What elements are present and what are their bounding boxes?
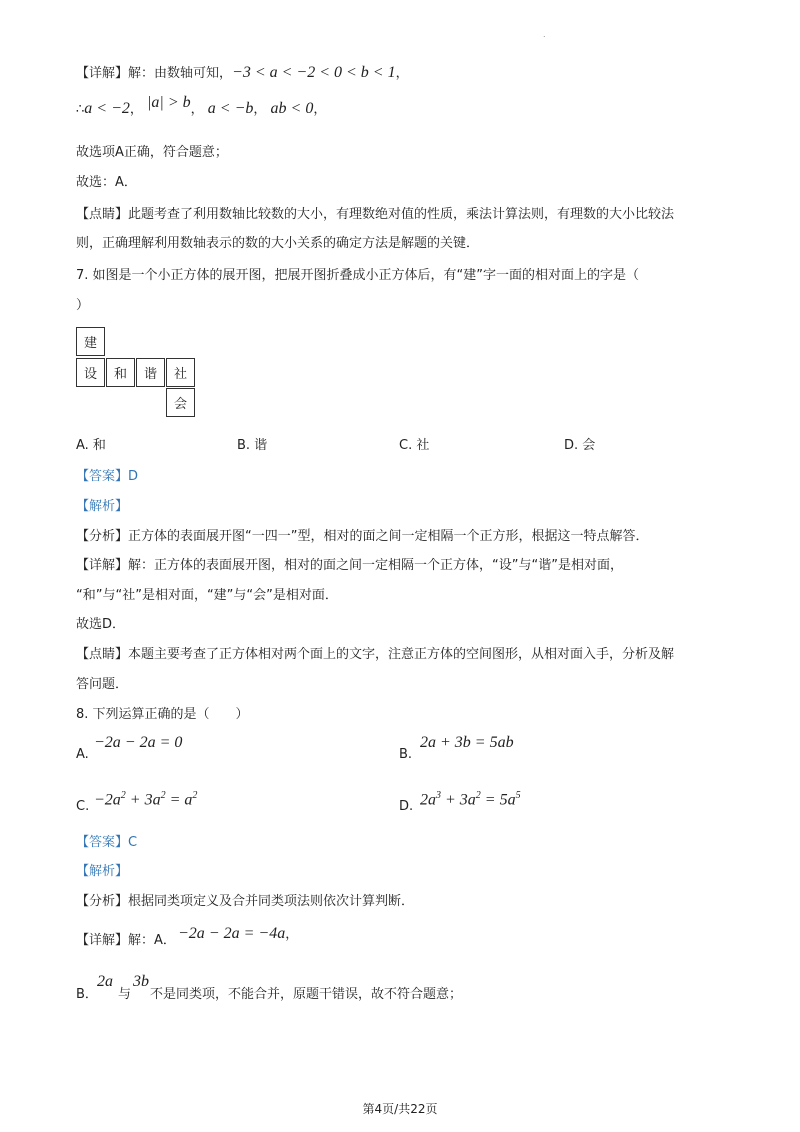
p6-choose: 故选：A． <box>76 175 137 190</box>
net-cell-he: 和 <box>106 358 135 387</box>
q7-answer: 【答案】D <box>76 469 139 484</box>
q8-b-text: 不是同类项，不能合并，原题干错误，故不符合题意； <box>150 987 463 1002</box>
q7-option-a: A. 和 <box>76 438 106 453</box>
q8-b-label: B． <box>76 987 98 1002</box>
q7-analysis-label: 【解析】 <box>76 499 129 514</box>
q8-option-b: 2a + 3b = 5ab <box>420 734 514 751</box>
net-cell-she2: 社 <box>166 358 195 387</box>
q7-comment-line-1: 【点睛】本题主要考查了正方体相对两个面上的文字，注意正方体的空间图形，从相对面入手，分析及解 <box>76 647 675 662</box>
q8-option-b-label: B. <box>399 747 413 762</box>
q8-b-math-2: 3b <box>133 973 149 990</box>
p6-conclusion: 故选项A正确，符合题意； <box>76 145 228 160</box>
net-cell-hui: 会 <box>166 388 195 417</box>
q8-option-a: −2a − 2a = 0 <box>94 734 183 751</box>
q7-stem-line-2: ） <box>76 298 90 313</box>
q8-option-a-label: A. <box>76 747 89 762</box>
q7-detail-line-2: “和”与“社”是相对面，“建”与“会”是相对面． <box>76 588 338 603</box>
p6-inequalities-line: ∴a < −2， |a| > b， a < −b， ab < 0， <box>76 94 327 117</box>
q8-stem: 8. 下列运算正确的是（ ） <box>76 707 249 722</box>
q8-b-math-1: 2a <box>97 973 113 990</box>
q8-analysis-label: 【解析】 <box>76 864 129 879</box>
p6-detail-line: 【详解】解：由数轴可知，−3 < a < −2 < 0 < b < 1， <box>76 64 409 81</box>
q8-option-c-label: C. <box>76 799 90 814</box>
p6-detail-math: −3 < a < −2 < 0 < b < 1 <box>232 64 396 81</box>
q8-answer: 【答案】C <box>76 835 138 850</box>
q8-option-d: $2a^3 + 3a^2 = 5a^5$ <box>420 790 521 809</box>
p6-comment-line-1: 【点睛】此题考查了利用数轴比较数的大小，有理数绝对值的性质，乘法计算法则，有理数的大小比较法 <box>76 207 675 222</box>
corner-mark: . <box>543 30 546 39</box>
q7-option-c: C. 社 <box>399 438 430 453</box>
q8-option-c: $-2a^2 + 3a^2 = a^2$ <box>94 790 198 809</box>
net-cell-jian: 建 <box>76 327 105 356</box>
q7-detail-line-1: 【详解】解：正方体的表面展开图，相对的面之间一定相隔一个正方体，“设”与“谐”是相对面， <box>76 558 623 573</box>
q8-detail-math: −2a − 2a = −4a， <box>178 925 299 942</box>
page-footer: 第4页/共22页 <box>362 1102 438 1116</box>
q7-choose: 故选D． <box>76 617 126 632</box>
q8-fenxi: 【分析】根据同类项定义及合并同类项法则依次计算判断． <box>76 894 415 909</box>
q7-option-d: D. 会 <box>564 438 596 453</box>
q7-option-b: B. 谐 <box>237 438 268 453</box>
q7-fenxi: 【分析】正方体的表面展开图“一四一”型，相对的面之间一定相隔一个正方形，根据这一特点解答． <box>76 529 649 544</box>
net-cell-xie: 谐 <box>136 358 165 387</box>
q8-detail-line: 【详解】解：A． <box>76 933 176 948</box>
q7-stem-line-1: 7. 如图是一个小正方体的展开图，把展开图折叠成小正方体后，有“建”字一面的相对面上的字是（ <box>76 268 640 283</box>
p6-comment-line-2: 则，正确理解利用数轴表示的数的大小关系的确定方法是解题的关键． <box>76 236 480 251</box>
net-cell-she: 设 <box>76 358 105 387</box>
q8-option-d-label: D. <box>399 799 414 814</box>
q7-comment-line-2: 答问题． <box>76 677 129 692</box>
q8-b-mid: 与 <box>118 987 132 1002</box>
